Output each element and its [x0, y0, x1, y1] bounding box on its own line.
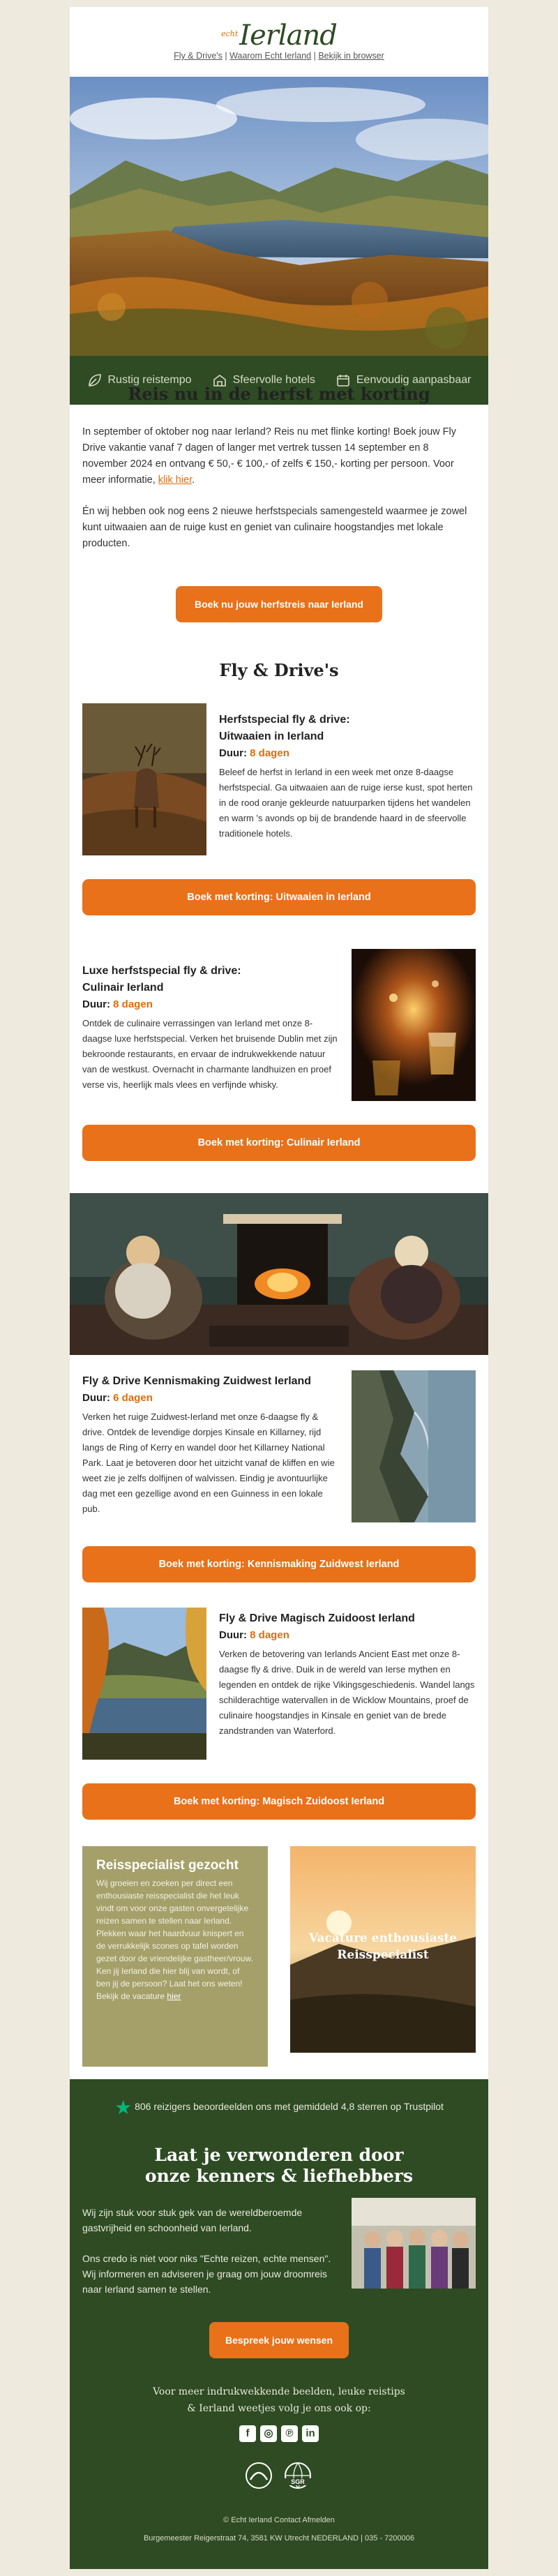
- sgr-badge-globe: [282, 2462, 313, 2489]
- whisky-fire-photo[interactable]: [352, 949, 476, 1101]
- duration-label: Duur:: [82, 1392, 110, 1404]
- follow-text: [70, 2383, 488, 2417]
- logo-small-text: echt: [221, 29, 239, 38]
- trip-text: [219, 712, 476, 841]
- fireplace-photo[interactable]: [70, 1193, 488, 1355]
- trip-duration: [219, 745, 476, 762]
- trip-title-line2: Culinair Ierland: [82, 982, 164, 994]
- intro-button-wrap: [70, 586, 488, 622]
- social-icons: [70, 2425, 488, 2442]
- duration-value: 8 dagen: [250, 1629, 289, 1641]
- duration-value: 6 dagen: [113, 1392, 153, 1404]
- vacancy-box: [82, 1846, 268, 2067]
- duration-label: Duur:: [82, 998, 110, 1010]
- fly-drives-heading: [70, 660, 488, 680]
- lake-image: [82, 1608, 206, 1760]
- footer-button-wrap: [70, 2322, 488, 2358]
- sgr-badge-text: SGR: [282, 2478, 313, 2485]
- trip-duration: [82, 996, 338, 1013]
- vacancy-title: Reisspecialist gezocht: [96, 1858, 239, 1873]
- logo-main-text: Ierland: [239, 20, 337, 52]
- book-trip-button[interactable]: Boek met korting: Kennismaking Zuidwest Ierland: [82, 1546, 476, 1582]
- intro-title: Reis nu in de herfst met korting: [128, 384, 430, 404]
- trip-duration: [82, 1390, 338, 1407]
- trip-title-line2: Uitwaaien in Ierland: [219, 731, 324, 742]
- top-links: [70, 51, 488, 61]
- trip-title: Luxe herfstspecial fly & drive:: [82, 965, 241, 977]
- usp-label: Rustig reistempo: [107, 374, 192, 386]
- trip-text: [82, 963, 338, 1093]
- footer-text: [82, 2205, 336, 2297]
- team-image: [352, 2198, 476, 2289]
- footer: [70, 2079, 488, 2569]
- intro-p1-text: In september of oktober nog naar Ierland? Reis nu met flinke korting! Boek jouw Fly Drive vakantie vanaf 7 dagen of langer met vertrek tussen 14 september en 8 november 2024 en ontvang € 50,- € 100,- of zelfs € 150,- korting per persoon. Voor meer informatie,: [82, 426, 456, 486]
- trip-description: Verken de betovering van Ierlands Ancient East met onze 8-daagse fly & drive. Duik in de wereld van Ierse mythen en legenden en ontdek de rijke Vikingsgeschiedenis. Wandel langs schilderachtige watervallen in de Wicklow Mountains, proef de culinaire hoogstandjes in Kinsale en geniet van de brede zandstranden van Waterford.: [219, 1649, 475, 1736]
- trustpilot-star-icon: ★: [114, 2097, 133, 2118]
- duration-value: 8 dagen: [113, 998, 153, 1010]
- trustpilot-text: 806 reizigers beoordeelden ons met gemiddeld 4,8 sterren op Trustpilot: [135, 2101, 444, 2113]
- duration-label: Duur:: [219, 1629, 247, 1641]
- follow-line-1: Voor meer indrukwekkende beelden, leuke reistips: [153, 2386, 405, 2397]
- trip-card: [82, 949, 476, 1102]
- intro-paragraph-1: [82, 424, 476, 488]
- duration-value: 8 dagen: [250, 747, 289, 759]
- membership-badges: [70, 2462, 488, 2489]
- fireplace-image: [70, 1193, 488, 1355]
- trip-button-wrap: [70, 879, 488, 915]
- sgr-badge-icon: [282, 2462, 313, 2489]
- trip-duration: [219, 1627, 476, 1644]
- link-separator: |: [313, 51, 316, 61]
- link-separator: |: [225, 51, 227, 61]
- intro-more-info-link[interactable]: klik hier: [158, 474, 193, 486]
- email-container: [70, 7, 488, 2569]
- trip-card: [82, 703, 476, 857]
- trustpilot-row[interactable]: [70, 2096, 488, 2119]
- link-browser[interactable]: Bekijk in browser: [318, 51, 384, 61]
- logo[interactable]: [70, 20, 488, 50]
- footer-heading: [70, 2145, 488, 2187]
- fly-drives-title: Fly & Drive's: [219, 660, 339, 680]
- facebook-icon[interactable]: f: [239, 2425, 256, 2442]
- trip-text: [82, 1373, 338, 1517]
- footer-title-line2: onze kenners & liefhebbers: [144, 2166, 414, 2186]
- trip-description: Beleef de herfst in Ierland in een week met onze 8-daagse herfstspecial. Ga uitwaaien aan de ruige ierse kust, spot herten in de rood oranje gekleurde natuurparken tijdens het wandelen en warm 's avonds op bij de brandende haard in de sfeervolle traditionele hotels.: [219, 767, 473, 839]
- team-photo: [352, 2198, 476, 2289]
- deer-photo[interactable]: [82, 703, 206, 855]
- anvr-badge-icon: [245, 2462, 273, 2489]
- footer-address: Burgemeester Reigerstraat 74, 3581 KW Utrecht NEDERLAND | 035 - 7200006: [143, 2534, 415, 2543]
- whisky-fire-image: [352, 949, 476, 1101]
- trip-title: Herfstspecial fly & drive:: [219, 714, 350, 726]
- vacancy-link[interactable]: hier: [167, 1991, 181, 2001]
- trip-title: Fly & Drive Magisch Zuidoost Ierland: [219, 1612, 415, 1624]
- book-trip-button[interactable]: Boek met korting: Uitwaaien in Ierland: [82, 879, 476, 915]
- usp-label: Sfeervolle hotels: [232, 374, 315, 386]
- cliffs-photo[interactable]: [352, 1370, 476, 1522]
- intro-text: [70, 424, 488, 552]
- pinterest-icon[interactable]: ℗: [281, 2425, 298, 2442]
- trip-description: Verken het ruige Zuidwest-Ierland met onze 6-daagse fly & drive. Ontdek de levendige dorpjes Kinsale en Killarney, rijd langs de Ring of Kerry en wandel door het Killarney National Park. Laat je betoveren door het uitzicht vanaf de kliffen en wie weet zie je zelfs dolfijnen of walvissen. Eindig je avontuurlijke dag met een gezellige avond en een Guinness in een lokale pub.: [82, 1411, 335, 1514]
- trip-description: Ontdek de culinaire verrassingen van Ierland met onze 8-daagse luxe herfstspecial. Verken het bruisende Dublin met zijn bekroonde restaurants, en ervaar de indrukwekkende natuur van de westkust. Overnacht in charmante landhuizen en proef verse vis, heerlijk mals vlees en verfijnde whisky.: [82, 1018, 338, 1090]
- footer-bottom-links[interactable]: © Echt Ierland Contact Afmelden: [223, 2516, 335, 2524]
- footer-title-line1: Laat je verwonderen door: [154, 2145, 404, 2165]
- trip-card: [82, 1608, 476, 1761]
- vacancy-image[interactable]: [290, 1846, 476, 2053]
- vacancy-image-title-line2: Reisspecialist: [337, 1948, 429, 1962]
- trip-card: [82, 1370, 476, 1524]
- hero-image[interactable]: [70, 77, 488, 405]
- vacancy-body: Wij groeien en zoeken per direct een enthousiaste reisspecialist die het leuk vindt om voor onze gasten onvergetelijke reizen samen te stellen naar Ierland. Plekken waar het haardvuur knispert en de verrukkelijk scones op tafel worden gezet door de vriendelijke gastheer/vrouw. Ken jij Ierland die hier blij van wordt, of ben jij de persoon? Laat het ons weten! Bekijk de vacature: [96, 1878, 253, 2001]
- book-trip-button[interactable]: Boek met korting: Culinair Ierland: [82, 1125, 476, 1161]
- book-trip-button[interactable]: Boek met korting: Magisch Zuidoost Ierland: [82, 1783, 476, 1820]
- link-fly-drives[interactable]: Fly & Drive's: [174, 51, 223, 61]
- vacancy-text: [96, 1877, 254, 2002]
- footer-paragraph-1: Wij zijn stuk voor stuk gek van de wereldberoemde gastvrijheid en schoonheid van Ierland.: [82, 2207, 303, 2233]
- duration-label: Duur:: [219, 747, 247, 759]
- book-autumn-button[interactable]: Boek nu jouw herfstreis naar Ierland: [176, 586, 382, 622]
- cliffs-image: [352, 1370, 476, 1522]
- intro-p1-end: .: [192, 474, 195, 486]
- discuss-wishes-button[interactable]: Bespreek jouw wensen: [209, 2322, 349, 2358]
- usp-label: Eenvoudig aanpasbaar: [356, 374, 472, 386]
- trip-button-wrap: [70, 1783, 488, 1820]
- intro-paragraph-2: Én wij hebben ook nog eens 2 nieuwe herfstspecials samengesteld waarmee je zowel kunt uitwaaien aan de ruige kust en geniet van culinaire hoogstandjes met lokale producten.: [82, 506, 467, 549]
- hero-landscape-photo: [70, 77, 488, 356]
- email-header: [70, 7, 488, 77]
- vacancy-image-title: [290, 1930, 476, 1963]
- linkedin-icon[interactable]: in: [302, 2425, 319, 2442]
- follow-line-2: & Ierland weetjes volg je ons ook op:: [187, 2403, 371, 2414]
- vacancy-image-title-line1: Vacature enthousiaste: [308, 1931, 458, 1945]
- trip-button-wrap: [70, 1546, 488, 1582]
- footer-paragraph-2: Ons credo is niet voor niks "Echte reizen, echte mensen". Wij informeren en adviseren je graag om jouw droomreis naar Ierland samen te stellen.: [82, 2253, 331, 2295]
- trip-button-wrap: [70, 1125, 488, 1161]
- trip-text: [219, 1610, 476, 1739]
- instagram-icon[interactable]: ◎: [260, 2425, 277, 2442]
- trip-title: Fly & Drive Kennismaking Zuidwest Ierland: [82, 1375, 312, 1387]
- intro-section: [70, 384, 488, 404]
- link-waarom[interactable]: Waarom Echt Ierland: [229, 51, 312, 61]
- deer-photo-image: [82, 703, 206, 855]
- lake-photo[interactable]: [82, 1608, 206, 1760]
